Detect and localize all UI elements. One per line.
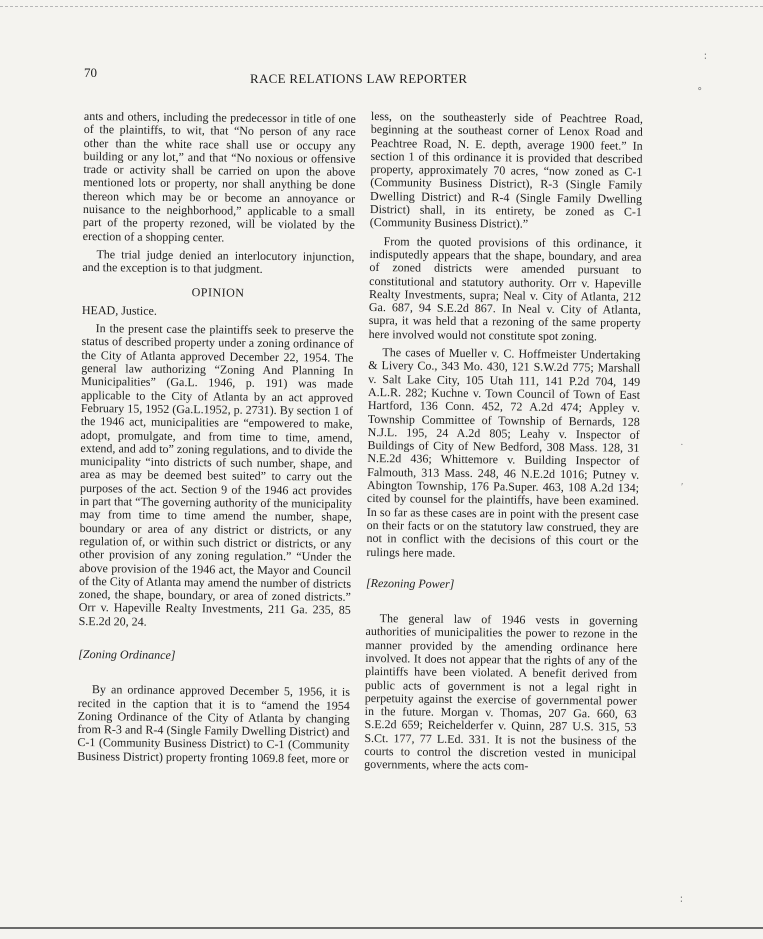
paragraph: The cases of Mueller v. C. Hoffmeister Undertaking & Livery Co., 343 Mo. 430, 121 S.W.2d 775; Marshall v. Salt Lake City, 105 Utah 111, 141 P.2d 704, 149 A.L.R. 282; Kuchne v. Town Council of Town of East Hartford, 136 Conn. 452, 72 A.2d 474; Appley v. Township Committee of Township of Bernards, 128 N.J.L. 195, 24 A.2d 805; Leahy v. Inspector of Buildings of City of New Bedford, 308 Mass. 128, 31 N.E.2d 436; Whittemore v. Building Inspector of Falmouth, 313 Mass. 248, 46 N.E.2d 1016; Putney v. Abington Township, 176 Pa.Super. 463, 108 A.2d 134; cited by counsel for the plaintiffs, have been examined. In so far as these cases are in point with the present case on their facts or on the statutory law construed, they are not in conflict with the decisions of this court or the rulings here made. <box>366 345 641 560</box>
paragraph: The general law of 1946 vests in governing authorities of municipalities the power to rezone in the manner provided by the amending ordinance here involved. It does not appear that the rights of any of the plaintiffs have been violated. A benefit derived from public acts of government is not a legal right in perpetuity against the exercise of governmental power in the future. Morgan v. Thomas, 207 Ga. 660, 63 S.E.2d 659; Reichelderfer v. Quinn, 287 U.S. 315, 53 S.Ct. 177, 77 L.Ed. 331. It is not the business of the courts to control the discretion vested in municipal governments, where the acts com- <box>364 611 638 774</box>
top-scan-border <box>0 6 763 7</box>
section-subheading: [Zoning Ordinance] <box>78 646 176 662</box>
bottom-scan-border <box>0 927 763 929</box>
paragraph: In the present case the plaintiffs seek to preserve the status of described property under a zoning ordinance of the City of Atlanta approved December 22, 1954. The general law authorizing “Zoning And Planning In Municipalities” (Ga.L. 1946, p. 191) was made applicable to the City of Atlanta by an act approved February 15, 1952 (Ga.L.1952, p. 2731). By section 1 of the 1946 act, municipalities are “empowered to make, adopt, promulgate, and from time to time, amend, extend, and add to” zoning regulations, and to divide the municipality “into districts of such number, shape, and area as may be deemed best suited” to carry out the purposes of the act. Section 9 of the 1946 act provides in part that “The governing authority of the municipality may from time to time amend the number, shape, boundary or area of any district or districts, or any regulation of, or within such district or districts, or any other provision of any zoning regulation.” “Under the above provision of the 1946 act, the Mayor and Council of the City of Atlanta may amend the number of districts zoned, the shape, boundary, or area of zoned districts.” Orr v. Hapeville Realty Investments, 211 Ga. 235, 85 S.E.2d 20, 24. <box>78 321 354 629</box>
right-column <box>364 110 643 774</box>
paragraph: The trial judge denied an interlocutory injunction, and the exception is to that judgment. <box>82 247 355 277</box>
margin-mark: ∶ <box>680 894 683 906</box>
paragraph: By an ordinance approved December 5, 1956, it is recited in the caption that it is to “amend the 1954 Zoning Ordinance of the City of Atlanta by changing from R-3 and R-4 (Single Family Dwelling District) and C-1 (Community Business District) to C-1 (Community Business District) property fronting 1069.8 feet, more or <box>77 682 350 766</box>
author-line: HEAD, Justice. <box>81 302 157 318</box>
paragraph: less, on the southeasterly side of Peachtree Road, beginning at the southeast corner of Lenox Road and Peachtree Road, N. E. depth, average 1900 feet.” In section 1 of this ordinance it is provided that described property, approximately 70 acres, “now zoned as C-1 (Community Business District), R-3 (Single Family Dwelling District) and R-4 (Single Family Dwelling District) shall, in its entirety, be zoned as C-1 (Community Business District).” <box>369 109 643 232</box>
margin-mark: ′ <box>681 481 684 493</box>
opinion-heading: OPINION <box>191 284 245 300</box>
margin-mark: · <box>680 439 684 451</box>
paragraph: ants and others, including the predecessor in title of one of the plaintiffs, to wit, that “No person of any race other than the white race shall use or occupy any building or any lot,” and that “No noxious or offensive trade or activity shall be carried on upon the above mentioned lots or property, nor shall anything be done thereon which may be or become an annoyance or nuisance to the neighborhood,” applicable to a small part of the property rezoned, will be violated by the erection of a shopping center. <box>82 109 356 245</box>
running-head: RACE RELATIONS LAW REPORTER <box>250 71 468 86</box>
left-column <box>77 110 356 766</box>
margin-mark: ∶ <box>704 51 707 63</box>
margin-mark: ∘ <box>697 83 703 95</box>
paragraph: From the quoted provisions of this ordinance, it indisputedly appears that the shape, boundary, and area of zoned districts were amended pursuant to constitutional and statutory authority. Orr v. Hapeville Realty Investments, supra; Neal v. City of Atlanta, 212 Ga. 687, 94 S.E.2d 867. In Neal v. City of Atlanta, supra, it was held that a rezoning of the same property here involved would not constitute spot zoning. <box>368 233 642 344</box>
section-subheading: [Rezoning Power] <box>365 575 455 591</box>
page-number: 70 <box>84 65 97 80</box>
